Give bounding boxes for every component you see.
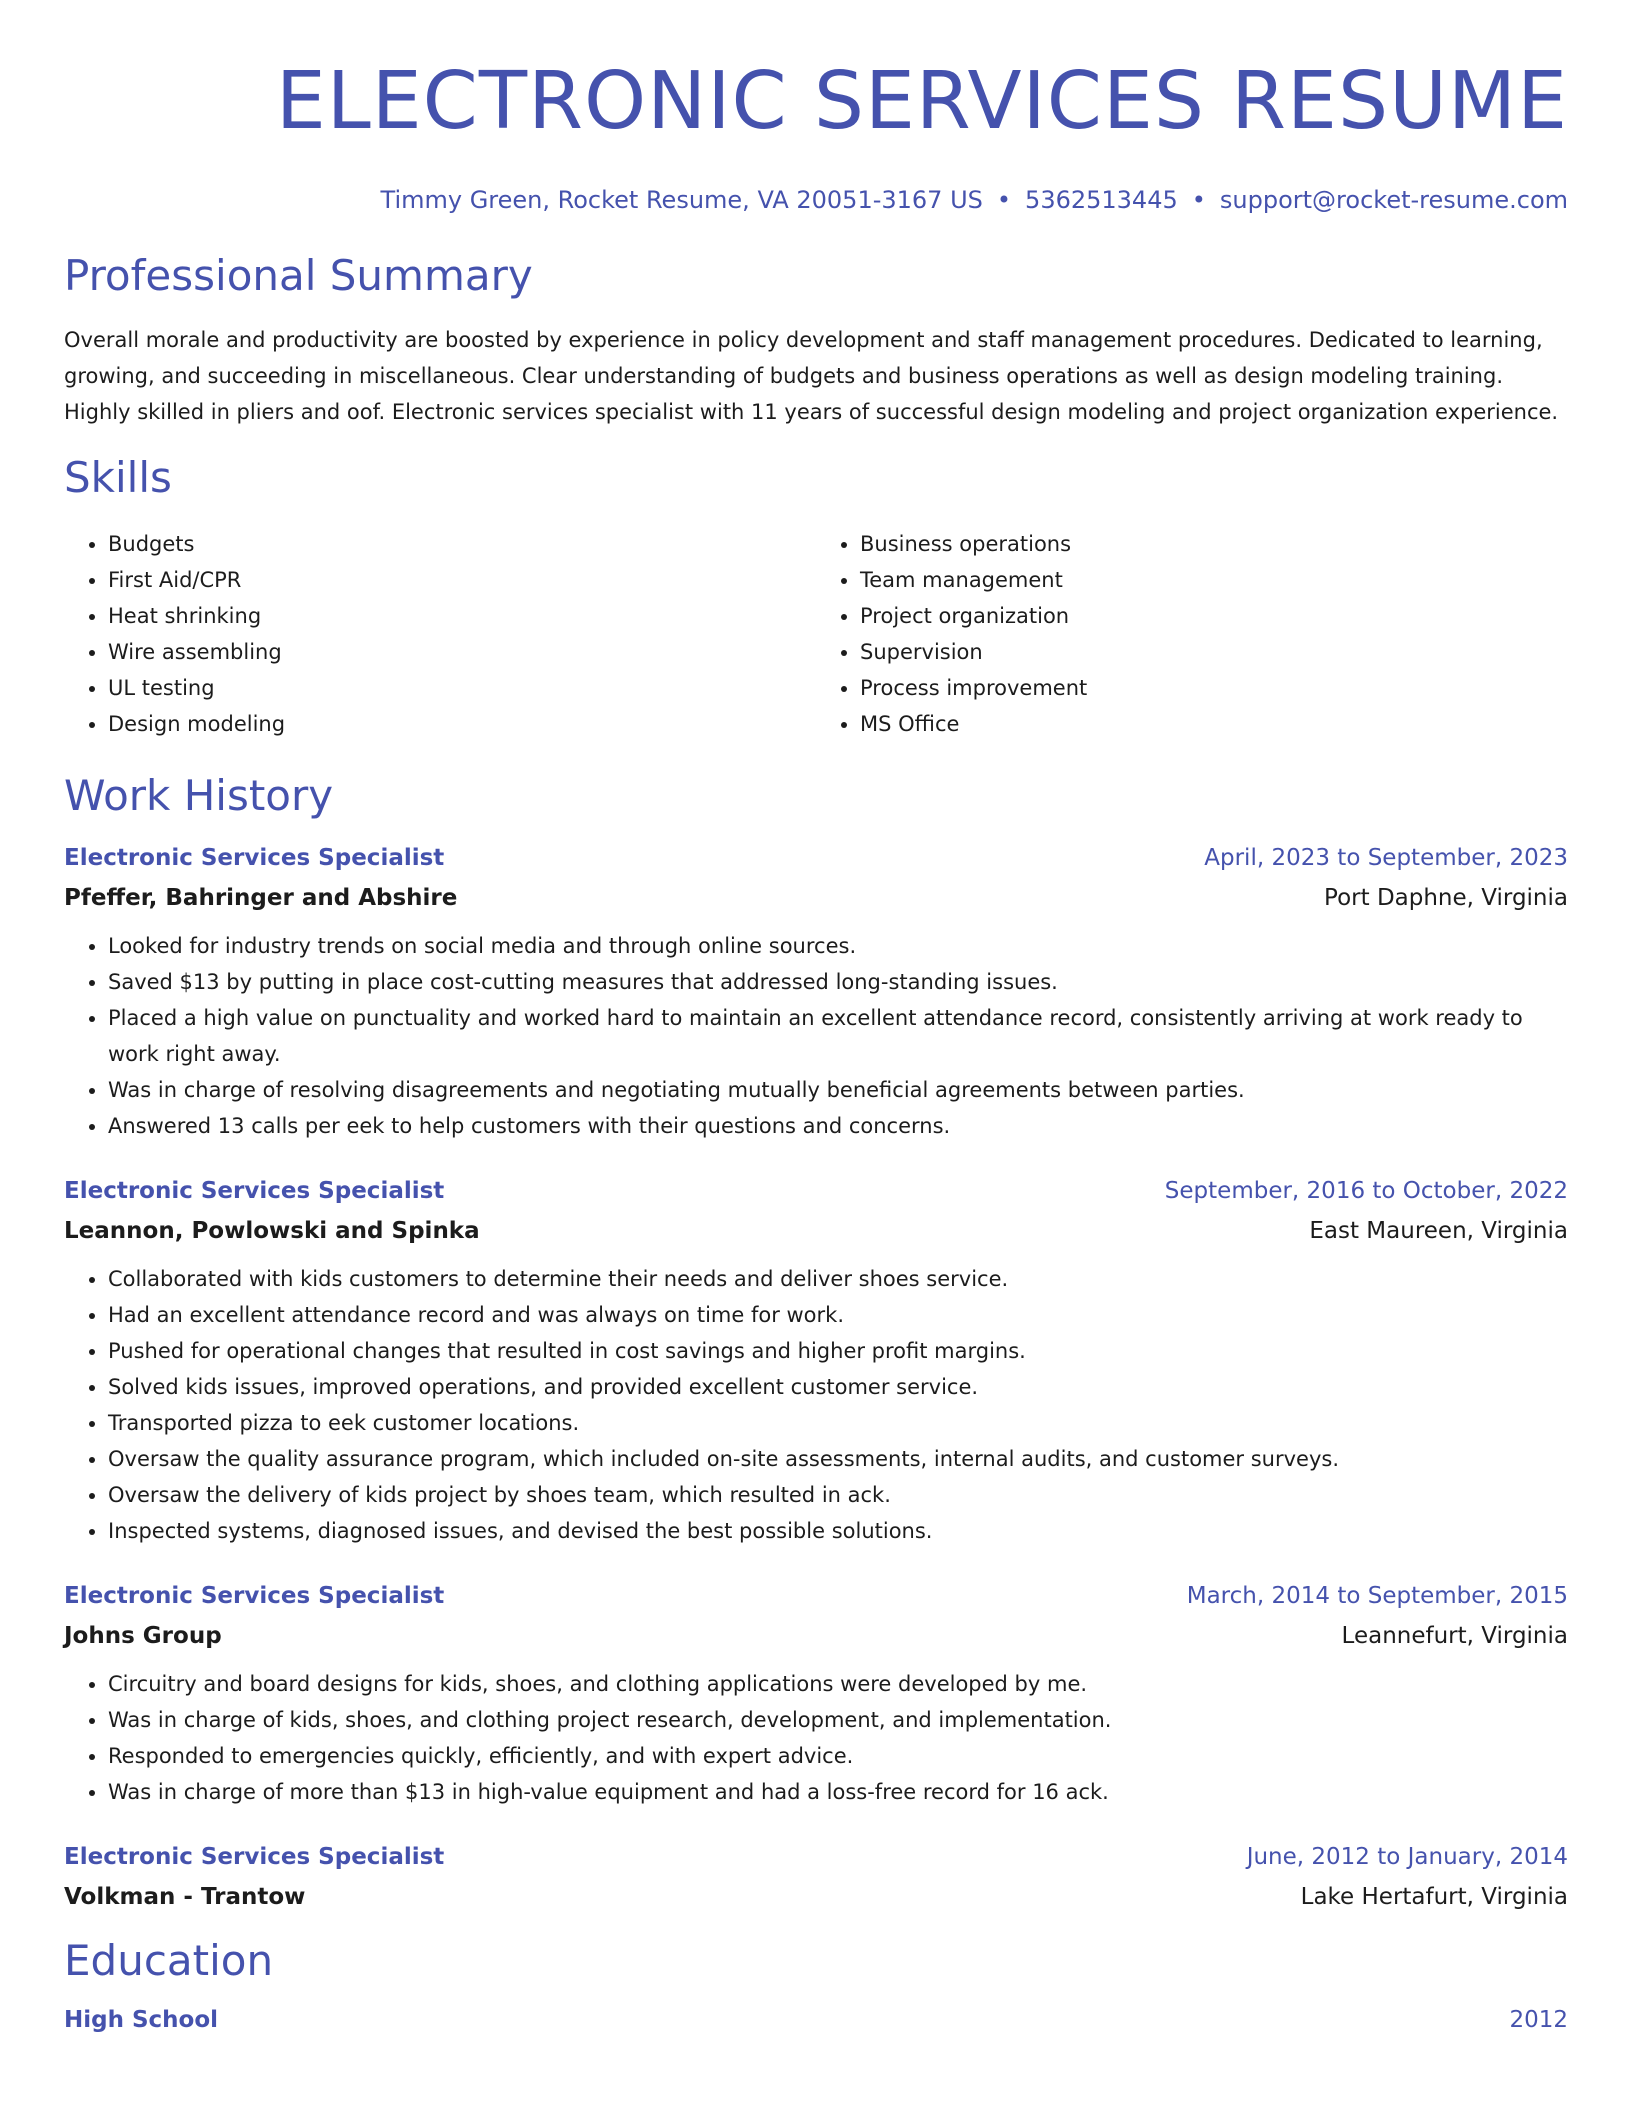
skill-item: • Project organization xyxy=(860,598,1568,634)
contact-separator: • xyxy=(996,186,1012,214)
job-duty: • Circuitry and board designs for kids, shoes, and clothing applications were developed by me. xyxy=(108,1666,1568,1702)
job-duty: • Was in charge of kids, shoes, and clothing project research, development, and implementation. xyxy=(108,1702,1568,1738)
job-dates: September, 2016 to October, 2022 xyxy=(1164,1178,1568,1204)
skill-item: • Process improvement xyxy=(860,670,1568,706)
job-duty: • Looked for industry trends on social media and through online sources. xyxy=(108,928,1568,964)
job-title: Electronic Services Specialist xyxy=(64,1178,445,1204)
skill-item: • Business operations xyxy=(860,526,1568,562)
contact-address: Timmy Green, Rocket Resume, VA 20051-3167 US xyxy=(380,186,983,214)
resume-title: ELECTRONIC SERVICES RESUME xyxy=(275,55,1568,147)
skill-item: • Wire assembling xyxy=(108,634,816,670)
job-location: Leannefurt, Virginia xyxy=(1341,1623,1568,1649)
summary-heading: Professional Summary xyxy=(64,251,533,300)
job-duty: • Pushed for operational changes that resulted in cost savings and higher profit margins. xyxy=(108,1333,1568,1369)
job-duty: • Had an excellent attendance record and was always on time for work. xyxy=(108,1297,1568,1333)
job-entry xyxy=(64,1580,1568,1810)
contact-email[interactable]: support@rocket-resume.com xyxy=(1219,186,1568,214)
skills-heading: Skills xyxy=(64,453,172,502)
job-dates: April, 2023 to September, 2023 xyxy=(1204,845,1568,871)
job-dates: March, 2014 to September, 2015 xyxy=(1186,1583,1568,1609)
skill-item: • Team management xyxy=(860,562,1568,598)
job-entry xyxy=(64,1841,1568,1913)
education-year: 2012 xyxy=(1509,2007,1568,2033)
job-duty: • Oversaw the delivery of kids project by shoes team, which resulted in ack. xyxy=(108,1477,1568,1513)
job-dates: June, 2012 to January, 2014 xyxy=(1246,1844,1568,1870)
work-history-heading: Work History xyxy=(64,771,334,820)
job-duties xyxy=(64,928,1568,1144)
job-duty: • Inspected systems, diagnosed issues, and devised the best possible solutions. xyxy=(108,1513,1568,1549)
job-company: Volkman - Trantow xyxy=(64,1884,306,1910)
education-entry xyxy=(64,2007,1568,2033)
job-location: Lake Hertafurt, Virginia xyxy=(1300,1884,1568,1910)
job-duty: • Answered 13 calls per eek to help customers with their questions and concerns. xyxy=(108,1108,1568,1144)
skills-column-left xyxy=(64,526,816,742)
summary-text: Overall morale and productivity are boosted by experience in policy development and staff management procedures. Dedicated to learning, growing, and succeeding in miscellaneous. Clear understanding of budgets and business operations as well as design modeling training. Highly skilled in pliers and oof. Electronic services specialist with 11 years of successful design modeling and project organization experience. xyxy=(64,328,1559,424)
job-company: Pfeffer, Bahringer and Abshire xyxy=(64,885,458,911)
job-duty: • Collaborated with kids customers to determine their needs and deliver shoes service. xyxy=(108,1261,1568,1297)
job-title: Electronic Services Specialist xyxy=(64,1844,445,1870)
skill-item: • Budgets xyxy=(108,526,816,562)
skill-item: • MS Office xyxy=(860,706,1568,742)
skill-item: • UL testing xyxy=(108,670,816,706)
job-duty: • Transported pizza to eek customer locations. xyxy=(108,1405,1568,1441)
contact-separator: • xyxy=(1191,186,1206,214)
education-degree: High School xyxy=(64,2007,219,2033)
job-duty: • Solved kids issues, improved operations, and provided excellent customer service. xyxy=(108,1369,1568,1405)
job-title: Electronic Services Specialist xyxy=(64,1583,445,1609)
skill-item: • Heat shrinking xyxy=(108,598,816,634)
skill-item: • First Aid/CPR xyxy=(108,562,816,598)
job-duty: • Was in charge of resolving disagreements and negotiating mutually beneficial agreements between parties. xyxy=(108,1072,1568,1108)
job-duty: • Oversaw the quality assurance program, which included on-site assessments, internal audits, and customer surveys. xyxy=(108,1441,1568,1477)
job-entry xyxy=(64,842,1568,1144)
job-location: Port Daphne, Virginia xyxy=(1324,885,1568,911)
job-title: Electronic Services Specialist xyxy=(64,845,445,871)
skills-list xyxy=(64,526,1568,742)
skill-item: • Design modeling xyxy=(108,706,816,742)
job-duty: • Responded to emergencies quickly, efficiently, and with expert advice. xyxy=(108,1738,1568,1774)
skills-column-right xyxy=(816,526,1568,742)
job-duty: • Saved $13 by putting in place cost-cutting measures that addressed long-standing issues. xyxy=(108,964,1568,1000)
education-heading: Education xyxy=(64,1936,274,1985)
job-duty: • Was in charge of more than $13 in high-value equipment and had a loss-free record for 16 ack. xyxy=(108,1774,1568,1810)
job-company: Leannon, Powlowski and Spinka xyxy=(64,1218,480,1244)
contact-phone[interactable]: 5362513445 xyxy=(1025,186,1178,214)
job-company: Johns Group xyxy=(64,1623,222,1649)
job-entry xyxy=(64,1175,1568,1549)
job-duties xyxy=(64,1666,1568,1810)
skill-item: • Supervision xyxy=(860,634,1568,670)
job-location: East Maureen, Virginia xyxy=(1309,1218,1568,1244)
contact-line xyxy=(64,184,1568,216)
job-duties xyxy=(64,1261,1568,1549)
job-duty: • Placed a high value on punctuality and worked hard to maintain an excellent attendance record, consistently arriving at work ready to work right away. xyxy=(108,1000,1568,1072)
